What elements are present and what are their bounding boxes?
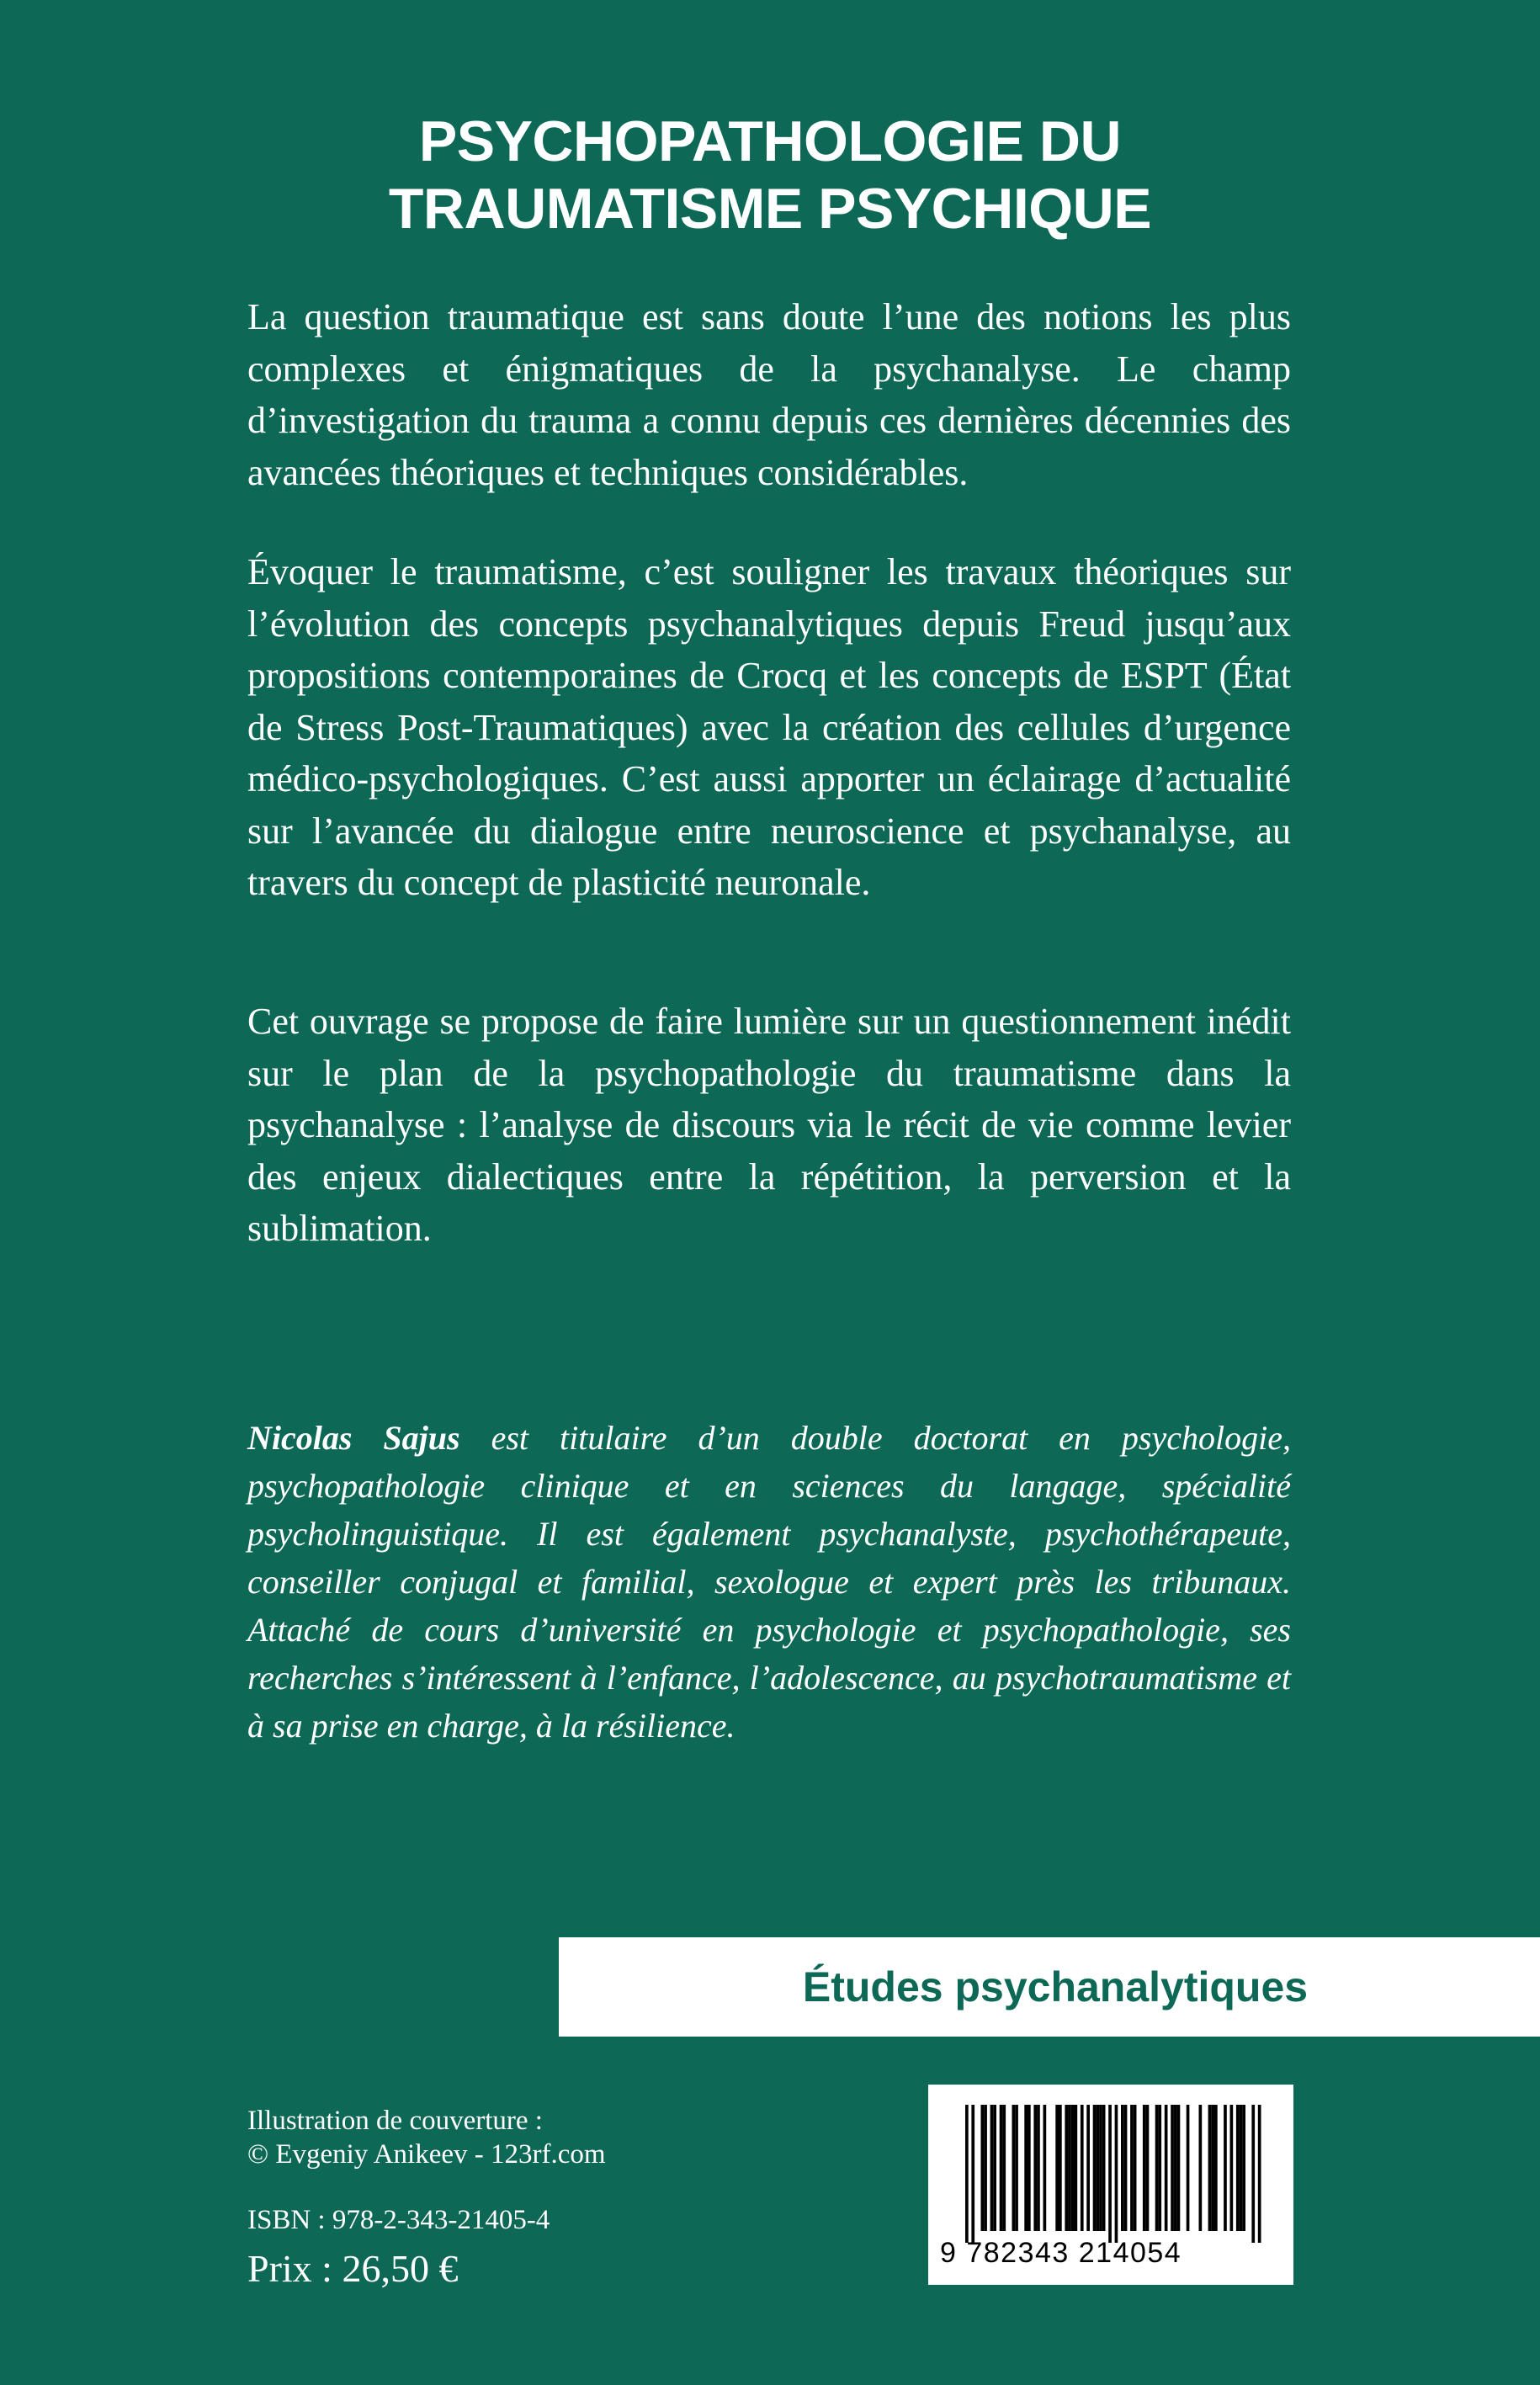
credits-source: © Evgeniy Anikeev - 123rf.com xyxy=(247,2139,606,2170)
barcode-bar xyxy=(1174,2105,1177,2231)
barcode-bar xyxy=(1258,2105,1261,2243)
barcode-bar xyxy=(1165,2105,1168,2231)
barcode-bar xyxy=(1099,2105,1102,2231)
barcode-bar xyxy=(1065,2105,1068,2231)
barcode-bar xyxy=(1096,2105,1099,2231)
barcode-bar xyxy=(1130,2105,1134,2231)
barcode-bar xyxy=(1224,2105,1227,2231)
barcode-bar xyxy=(1071,2105,1075,2231)
title-line-2: TRAUMATISME PSYCHIQUE xyxy=(388,177,1152,241)
summary-paragraph-3: Cet ouvrage se propose de faire lumière sur un questionnement inédit sur le plan de la psychopathologie du traumatisme dans la psychanalyse : l’analyse de discours via le récit de vie comme levier des enjeux dialectiques entre la répétition, la perversion et la sublimation. xyxy=(247,1001,1291,1249)
title-line-1: PSYCHOPATHOLOGIE DU xyxy=(418,109,1122,173)
summary-paragraph-1: La question traumatique est sans doute l’une des notions les plus complexes et énigmatiques de la psychanalyse. Le champ d’investigation du trauma a connu depuis ces dernières décennies des avancées théoriques et techniques considérables. xyxy=(247,296,1291,493)
barcode-bar xyxy=(1177,2105,1181,2231)
barcode-bar xyxy=(1187,2105,1190,2231)
barcode-bar xyxy=(1075,2105,1078,2231)
barcode-bar xyxy=(1230,2105,1234,2231)
barcode-bar xyxy=(1068,2105,1071,2231)
barcode-bar xyxy=(1143,2105,1146,2231)
barcode-bar xyxy=(1037,2105,1040,2231)
barcode-bar xyxy=(1124,2105,1128,2231)
barcode-bar xyxy=(1199,2105,1203,2231)
barcode-bar xyxy=(1115,2105,1118,2243)
barcode-bar xyxy=(1033,2105,1037,2231)
barcode-digits: 9 782343 214054 xyxy=(940,2237,1182,2269)
summary-paragraph-2: Évoquer le traumatisme, c’est souligner les travaux théoriques sur l’évolution des concepts psychanalytiques depuis Freud jusqu’aux propositions contemporaines de Crocq et les concepts de ESPT (État de Stress Post-Traumatiques) avec la création des cellules d’urgence médico-psychologiques. C’est aussi apporter un éclairage d’actualité sur l’avancée du dialogue entre neuroscience et psychanalyse, au travers du concept de plasticité neuronale. xyxy=(247,551,1291,903)
price: Prix : 26,50 € xyxy=(247,2247,459,2290)
isbn: ISBN : 978-2-343-21405-4 xyxy=(247,2205,550,2235)
barcode-bar xyxy=(1028,2105,1031,2231)
series-name: Études psychanalytiques xyxy=(802,1963,1309,2011)
barcode-bar xyxy=(1000,2105,1003,2231)
barcode-bar xyxy=(1240,2105,1243,2231)
barcode-bar xyxy=(1015,2105,1018,2231)
barcode-bar xyxy=(1086,2105,1090,2231)
author-bio-text: est titulaire d’un double doctorat en psychologie, psychopathologie clinique et en sciences du langage, spécialité psycholinguistique. Il est également psychanalyste, psychothérapeute, conseiller conjugal et familial, sexologue et expert près les tribunaux. Attaché de cours d’université en psychologie et psychopathologie, ses recherches s’intéressent à l’enfance, l’adolescence, au psychotraumatisme et à sa prise en charge, à la résilience. xyxy=(247,1419,1291,1745)
barcode-bar xyxy=(1236,2105,1240,2231)
series-banner xyxy=(559,1937,1540,2037)
barcode-bar xyxy=(1059,2105,1062,2231)
barcode-bar xyxy=(1158,2105,1161,2231)
barcode-bar xyxy=(1055,2105,1059,2231)
barcode-bar xyxy=(1242,2105,1245,2231)
barcode-bar xyxy=(1251,2105,1255,2243)
barcode-bar xyxy=(1208,2105,1212,2231)
barcode-bar xyxy=(993,2105,996,2231)
barcode-bar xyxy=(1171,2105,1174,2231)
barcode-bar xyxy=(1134,2105,1137,2231)
credits-label: Illustration de couverture : xyxy=(247,2106,543,2136)
barcode xyxy=(928,2085,1293,2285)
barcode-bar xyxy=(1155,2105,1159,2231)
barcode-bar xyxy=(1012,2105,1016,2231)
barcode-bar xyxy=(1146,2105,1150,2231)
barcode-bar xyxy=(1002,2105,1006,2231)
barcode-bar xyxy=(1121,2105,1124,2231)
barcode-bar xyxy=(1024,2105,1028,2231)
author-bio xyxy=(247,1414,1291,1750)
barcode-bar xyxy=(1043,2105,1047,2231)
barcode-bar xyxy=(971,2105,974,2243)
barcode-bar xyxy=(1093,2105,1097,2231)
barcode-bar xyxy=(981,2105,985,2231)
barcode-bar xyxy=(965,2105,969,2243)
barcode-bar xyxy=(1081,2105,1084,2231)
book-title xyxy=(0,108,1540,242)
cover-credits xyxy=(247,2104,836,2171)
barcode-bar xyxy=(1102,2105,1106,2231)
barcode-bar xyxy=(984,2105,987,2231)
barcode-bar xyxy=(990,2105,994,2231)
barcode-bar xyxy=(1214,2105,1218,2231)
barcode-bar xyxy=(1108,2105,1112,2243)
author-name: Nicolas Sajus xyxy=(247,1419,460,1457)
barcode-bar xyxy=(1211,2105,1214,2231)
